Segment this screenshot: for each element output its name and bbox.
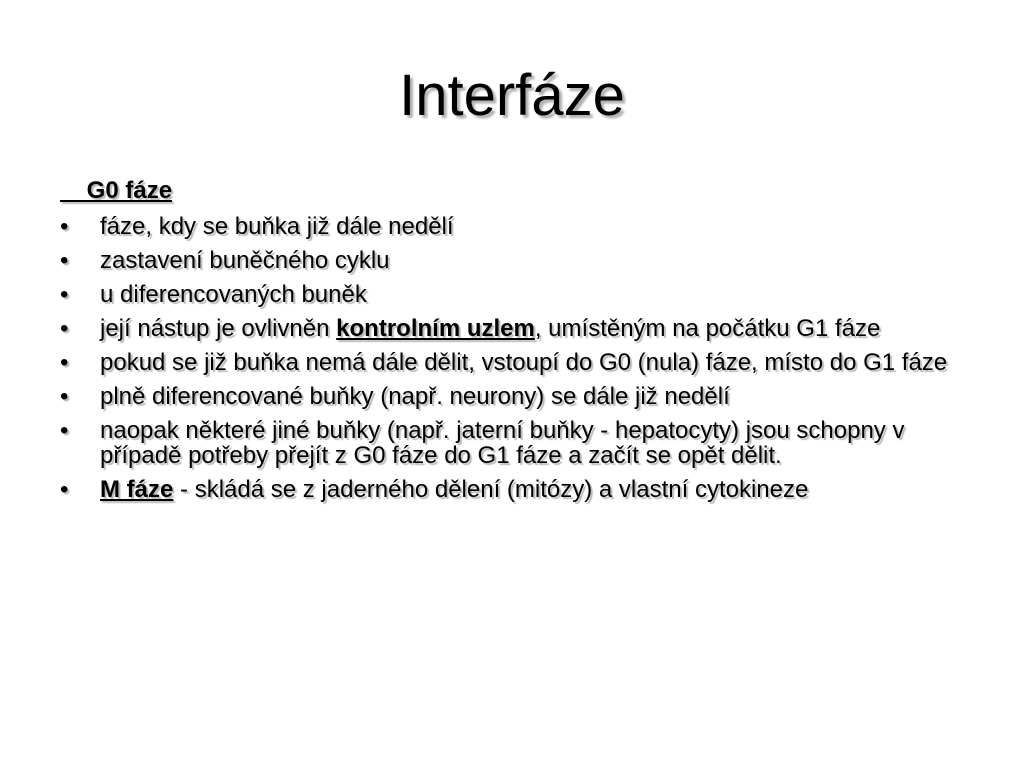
emphasis-checkpoint: kontrolním uzlem bbox=[336, 315, 535, 342]
slide-content bbox=[60, 178, 970, 511]
bullet-marker: • bbox=[60, 281, 69, 308]
bullet-text: plně diferencované buňky (např. neurony) se dále již nedělí bbox=[100, 383, 730, 410]
bullet-marker: • bbox=[60, 315, 69, 342]
bullet-text: u diferencovaných buněk bbox=[100, 281, 367, 308]
bullet-item bbox=[60, 316, 970, 341]
bullet-text: pokud se již buňka nemá dále dělit, vstoupí do G0 (nula) fáze, místo do G1 fáze bbox=[100, 349, 948, 376]
bullet-item bbox=[60, 384, 970, 409]
subheading-g0-phase: G0 fáze bbox=[60, 177, 173, 204]
bullet-text: fáze, kdy se buňka již dále nedělí bbox=[100, 213, 454, 240]
bullet-text: zastavení buněčného cyklu bbox=[100, 247, 390, 274]
bullet-item bbox=[60, 477, 970, 502]
bullet-item bbox=[60, 418, 970, 468]
bullet-marker: • bbox=[60, 213, 69, 240]
bullet-marker: • bbox=[60, 417, 69, 444]
bullet-text-before: její nástup je ovlivněn bbox=[100, 315, 337, 342]
bullet-marker: • bbox=[60, 383, 69, 410]
bullet-marker: • bbox=[60, 247, 69, 274]
emphasis-m-phase: M fáze bbox=[100, 476, 174, 503]
bullet-item bbox=[60, 214, 970, 239]
bullet-text-after: , umístěným na počátku G1 fáze bbox=[534, 315, 881, 342]
bullet-text: naopak některé jiné buňky (např. jaterní buňky - hepatocyty) jsou schopny v případě potřeby přejít z G0 fáze do G1 fáze a začít se opět dělit. bbox=[100, 417, 905, 469]
bullet-marker: • bbox=[60, 476, 69, 503]
bullet-marker: • bbox=[60, 349, 69, 376]
bullet-item bbox=[60, 350, 970, 375]
bullet-item bbox=[60, 248, 970, 273]
bullet-text-after: - skládá se z jaderného dělení (mitózy) a vlastní cytokineze bbox=[173, 476, 809, 503]
slide-title: Interfáze bbox=[399, 63, 625, 128]
bullet-list bbox=[60, 214, 970, 502]
bullet-item bbox=[60, 282, 970, 307]
